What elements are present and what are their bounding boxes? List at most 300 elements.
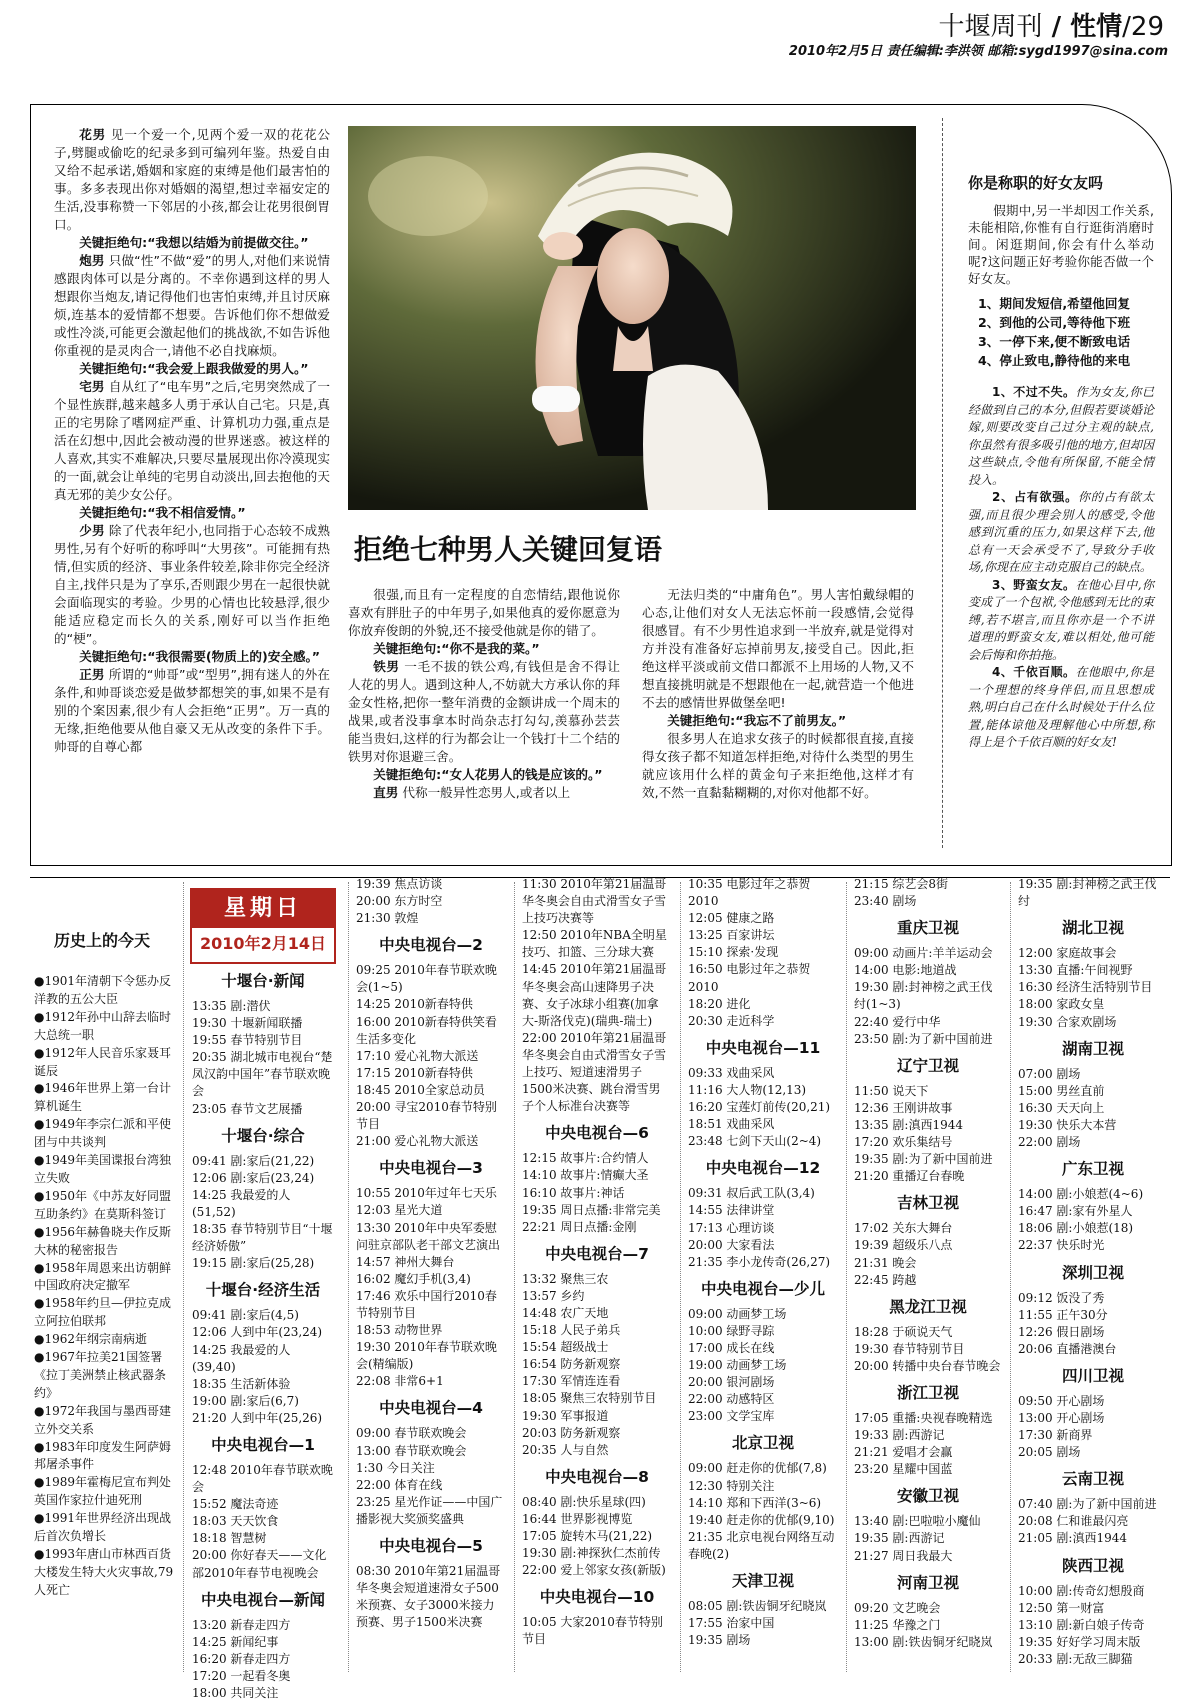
tv-column-3 [522, 876, 672, 1648]
program-entry: 19:30 剧:神探狄仁杰前传 [522, 1546, 661, 1561]
day-box [190, 888, 336, 964]
program-entry: 15:00 男丝直前 [1018, 1083, 1105, 1098]
key-sentence: 关键拒绝句:“我忘不了前男友。” [667, 713, 847, 728]
program-entry: 11:50 说天下 [854, 1083, 929, 1098]
program-entry: 21:21 爱唱才会赢 [854, 1445, 953, 1460]
paragraph-label: 少男 [79, 523, 105, 538]
page-number: /29 [1122, 12, 1164, 42]
program-entry: 10:05 大家2010春节特别节目 [522, 1615, 663, 1647]
program-entry: 22:00 爱上邻家女孩(新版) [522, 1563, 666, 1578]
program-entry: 16:00 2010新春特供笑看生活多变化 [356, 1014, 497, 1046]
program-entry: 20:00 大家看法 [688, 1237, 775, 1252]
program-entry: 19:30 快乐大本营 [1018, 1117, 1117, 1132]
tv-column-4 [688, 876, 838, 1649]
channel-heading: 陕西卫视 [1061, 1556, 1124, 1575]
program-entry: 20:03 防务新观察 [522, 1425, 621, 1440]
header-info: 2010年2月5日 责任编辑:李洪领 邮箱:sygd1997@sina.com [788, 44, 1168, 59]
program-entry: 18:35 春节特别节目“十堰经济娇傲” [192, 1222, 333, 1254]
program-entry: 15:18 人民子弟兵 [522, 1323, 621, 1338]
program-entry: 09:33 戏曲采风 [688, 1065, 775, 1080]
program-entry: 16:50 电影过年之恭贺2010 [688, 962, 811, 994]
program-entry: 16:30 天天向上 [1018, 1100, 1105, 1115]
paragraph [54, 378, 330, 504]
program-entry: 13:00 开心剧场 [1018, 1410, 1105, 1425]
channel-heading: 吉林卫视 [896, 1194, 959, 1213]
program-entry: 12:05 健康之路 [688, 911, 775, 926]
program-entry: 23:50 剧:为了新中国前进 [854, 1031, 993, 1046]
paragraph-text: 代称一般异性恋男人,或者以上 [398, 785, 571, 800]
program-entry: 19:35 好好学习周末版 [1018, 1634, 1141, 1649]
program-entry: 18:35 生活新体验 [192, 1376, 291, 1391]
program-entry: 17:55 治家中国 [688, 1616, 775, 1631]
program-entry: 20:00 寻宝2010春节特别节目 [356, 1100, 497, 1132]
program-entry: 20:06 直播港澳台 [1018, 1341, 1117, 1356]
program-entry: 10:55 2010年过年七天乐 [356, 1186, 497, 1201]
paragraph [54, 666, 330, 756]
program-entry: 17:13 心理访谈 [688, 1220, 775, 1235]
answer-key: 3、野蛮女友。 [992, 577, 1076, 592]
woman-in-hat-photo [348, 126, 916, 510]
quiz-answer [968, 489, 1154, 577]
quiz-answer [968, 664, 1154, 752]
page-header: 十堰周刊 / 性情/29 [938, 12, 1164, 42]
program-entry: 19:00 动画梦工场 [688, 1358, 787, 1373]
quiz-intro: 假期中,另一半却因工作关系,未能相陪,你惟有自行逛街消磨时间。闲逛期间,你会有什么举动呢?这问题正好考验你能否做一个好女友。 [968, 203, 1154, 286]
channel-heading: 中央电视台—8 [545, 1467, 649, 1486]
program-entry: 14:45 2010年第21届温哥华冬奥会高山速降男子决赛、女子冰球小组赛(加拿大-斯洛伐克)(瑞典-瑞士) [522, 962, 667, 1028]
program-entry: 22:00 体育在线 [356, 1477, 443, 1492]
program-entry: 23:05 春节文艺展播 [192, 1101, 303, 1116]
channel-heading: 中央电视台—11 [705, 1038, 821, 1057]
channel-heading: 十堰台·综合 [221, 1126, 305, 1145]
paragraph [348, 784, 620, 802]
program-entry: 20:00 转播中央台春节晚会 [854, 1358, 1001, 1373]
history-item: ●1989年霍梅尼宣布判处英国作家拉什迪死刑 [34, 1475, 172, 1508]
key-sentence: 关键拒绝句:“我很需要(物质上的)安全感。” [79, 649, 321, 664]
quiz-option: 4、停止致电,静待他的来电 [978, 353, 1131, 368]
program-entry: 13:35 剧:潜伏 [192, 999, 271, 1013]
article-column-1 [54, 126, 330, 756]
article-column-2 [348, 586, 620, 802]
program-entry: 16:44 世界影视博览 [522, 1511, 633, 1526]
answer-key: 4、千依百顺。 [992, 665, 1076, 679]
program-entry: 09:12 饭没了秀 [1018, 1290, 1105, 1305]
program-entry: 21:20 重播辽台春晚 [854, 1169, 965, 1184]
program-entry: 21:27 周日我最大 [854, 1548, 953, 1563]
channel-heading: 浙江卫视 [896, 1383, 959, 1402]
program-entry: 13:30 直播:午间视野 [1018, 963, 1133, 978]
program-entry: 17:00 成长在线 [688, 1340, 775, 1355]
program-entry: 12:06 人到中年(23,24) [192, 1325, 323, 1340]
program-entry: 21:35 北京电视台网络互动春晚(2) [688, 1529, 835, 1561]
program-entry: 22:45 跨越 [854, 1272, 917, 1287]
program-entry: 19:15 剧:家后(25,28) [192, 1256, 315, 1271]
program-entry: 17:30 军情连连看 [522, 1374, 621, 1389]
paragraph: 无法归类的“中庸角色”。男人害怕戴绿帽的心态,让他们对女人无法忘怀前一段感情,会觉得很感冒。有不少男性追求到一半放弃,就是觉得对方并没有准备好忘掉前男友,接受自己。因此,拒绝这样平淡或前文借口都派不上用场的人物,又不想直接挑明就是不想跟他在一起,就营造一个他进不去的感情世界做堡垒吧! [642, 587, 914, 710]
paper-name: 十堰周刊 [938, 12, 1043, 42]
program-entry: 12:30 特别关注 [688, 1478, 775, 1493]
program-entry: 17:05 重播:央视春晚精选 [854, 1410, 993, 1425]
program-entry: 18:05 聚焦三农特别节目 [522, 1391, 657, 1406]
program-entry: 20:08 仁和谁最闪亮 [1018, 1514, 1129, 1529]
history-item: ●1967年拉美21国签署《拉丁美洲禁止核武器条约》 [34, 1350, 167, 1400]
history-item: ●1912年孙中山辞去临时大总统一职 [34, 1009, 172, 1042]
channel-heading: 十堰台·新闻 [221, 972, 305, 990]
program-entry: 12:36 王刚讲故事 [854, 1100, 953, 1115]
history-item: ●1949年李宗仁派和平使团与中共谈判 [34, 1117, 172, 1150]
program-entry: 13:57 乡约 [522, 1288, 585, 1303]
program-entry: 09:00 春节联欢晚会 [356, 1426, 467, 1441]
tv-column-6 [1018, 876, 1168, 1668]
program-entry: 14:57 神州大舞台 [356, 1254, 455, 1269]
channel-heading: 中央电视台—2 [379, 936, 483, 955]
program-entry: 09:25 2010年春节联欢晚会(1~5) [356, 963, 497, 995]
paragraph-label: 正男 [79, 667, 105, 682]
program-entry: 19:35 剧场 [688, 1633, 751, 1648]
program-entry: 13:32 聚焦三农 [522, 1271, 609, 1286]
channel-heading: 四川卫视 [1061, 1366, 1124, 1385]
answer-text: 在他眼中,你是一个理想的终身伴侣,而且思想成熟,明白自己在什么时候处于什么位置,能体谅他及理解他心中所想,称得上是个千依百顺的好女友! [968, 665, 1154, 749]
channel-heading: 十堰台·经济生活 [205, 1281, 321, 1300]
program-entry: 22:21 周日点播:金刚 [522, 1219, 637, 1234]
paragraph: 很强,而且有一定程度的自恋情结,跟他说你喜欢有胖肚子的中年男子,如果他真的爱你愿意为你放弃俊朗的外貌,还不接受他就是你的错了。 [348, 587, 620, 638]
program-entry: 09:31 叔后武工队(3,4) [688, 1186, 815, 1201]
history-item: ●1946年世界上第一台计算机诞生 [34, 1081, 172, 1114]
column-divider [514, 882, 515, 1672]
channel-heading: 辽宁卫视 [896, 1056, 959, 1075]
program-entry: 12:00 家庭故事会 [1018, 946, 1117, 961]
program-entry: 21:30 敦煌 [356, 911, 419, 926]
program-entry: 17:10 爱心礼物大派送 [356, 1048, 479, 1063]
program-entry: 13:10 剧:新白娘子传奇 [1018, 1617, 1145, 1632]
program-entry: 16:47 剧:家有外星人 [1018, 1204, 1133, 1219]
program-entry: 17:20 一起看冬奥 [192, 1668, 291, 1683]
program-entry: 08:40 剧:快乐星球(四) [522, 1494, 646, 1509]
program-entry: 14:00 电影:地道战 [854, 963, 957, 978]
program-entry: 19:30 春节特别节目 [854, 1341, 965, 1356]
program-entry: 20:35 湖北城市电视台“楚凤汉韵中国年”春节联欢晚会 [192, 1050, 333, 1099]
channel-heading: 中央电视台—4 [379, 1399, 483, 1418]
paragraph-text: 除了代表年纪小,也同指于心态较不成熟男性,另有个好听的称呼叫“大男孩”。可能拥有热情,但实质的经济、事业条件较差,除非你完全经济自主,找伴只是为了享乐,否则跟少男在一起很快就会面临现实的考验。少男的心情也比较悬浮,很少能适应稳定而长久的关系,刚好可以当作拒绝的“梗”。 [54, 523, 330, 646]
program-entry: 09:00 动画梦工场 [688, 1306, 787, 1321]
program-entry: 19:30 剧:封神榜之武王伐纣(1~3) [854, 980, 993, 1012]
history-item: ●1962年纲宗南病逝 [34, 1332, 148, 1347]
program-entry: 19:39 超级乐八点 [854, 1238, 953, 1253]
tv-column-5 [854, 876, 1002, 1651]
program-entry: 17:05 旋转木马(21,22) [522, 1529, 653, 1543]
program-entry: 23:00 文学宝库 [688, 1409, 775, 1424]
program-entry: 17:20 欢乐集结号 [854, 1135, 953, 1150]
tv-column-1 [192, 963, 334, 1702]
history-item: ●1956年赫鲁晓夫作反斯大林的秘密报告 [34, 1224, 172, 1257]
paragraph [348, 658, 620, 766]
column-divider [680, 882, 681, 1672]
paragraph [54, 522, 330, 648]
program-entry: 19:30 合家欢剧场 [1018, 1014, 1117, 1029]
program-entry: 21:35 李小龙传奇(26,27) [688, 1254, 831, 1269]
program-entry: 20:00 你好春天——文化部2010年春节电视晚会 [192, 1548, 327, 1580]
paragraph [54, 252, 330, 360]
program-entry: 09:00 赶走你的优郁(7,8) [688, 1461, 827, 1476]
program-entry: 20:00 东方时空 [356, 894, 443, 909]
program-entry: 16:02 魔幻手机(3,4) [356, 1271, 471, 1286]
program-entry: 20:30 走近科学 [688, 1013, 775, 1028]
program-entry: 12:50 2010年NBA全明星技巧、扣篮、三分球大赛 [522, 928, 667, 960]
channel-heading: 北京卫视 [731, 1434, 794, 1453]
program-entry: 13:00 春节联欢晚会 [356, 1443, 467, 1458]
program-entry: 16:20 新春走四方 [192, 1651, 291, 1666]
program-entry: 12:50 第一财富 [1018, 1600, 1105, 1615]
program-entry: 22:40 爱行中华 [854, 1014, 941, 1029]
answer-key: 1、不过不失。 [992, 385, 1076, 399]
program-entry: 13:25 百家讲坛 [688, 928, 775, 943]
program-entry: 09:50 开心剧场 [1018, 1393, 1105, 1408]
quiz-answer [968, 384, 1154, 489]
program-entry: 19:55 春节特别节目 [192, 1033, 303, 1048]
program-entry: 23:40 剧场 [854, 894, 917, 909]
program-entry: 09:41 剧:家后(4,5) [192, 1308, 299, 1323]
program-entry: 12:06 剧:家后(23,24) [192, 1170, 315, 1185]
program-entry: 15:52 魔法奇迹 [192, 1497, 279, 1512]
program-entry: 14:10 故事片:情癫大圣 [522, 1168, 649, 1183]
quiz-title: 你是称职的好女友吗 [968, 174, 1104, 192]
channel-heading: 安徽卫视 [896, 1487, 959, 1506]
program-entry: 22:00 剧场 [1018, 1135, 1081, 1150]
channel-heading: 中央电视台—5 [379, 1537, 483, 1555]
program-entry: 19:30 军事报道 [522, 1408, 609, 1423]
article-photo [348, 126, 916, 510]
paragraph-text: 自从红了“电车男”之后,宅男突然成了一个显性族群,越来越多人勇于承认自己宅。只是,真正的宅男除了嗜网症严重、计算机功力强,重点是活在幻想中,因此会被动漫的世界迷惑。被这样的人喜欢,其实不难解决,只要尽量展现出你冷漠现实的一面,就会让单纯的宅男自动淡出,回去抱他的天真无邪的美少女公仔。 [54, 379, 330, 502]
program-entry: 18:28 于硕说天气 [854, 1324, 953, 1339]
history-item: ●1949年美国谍报台湾独立失败 [34, 1153, 172, 1185]
quiz-answer [968, 577, 1154, 665]
program-entry: 10:00 剧:传奇幻想殷商 [1018, 1583, 1145, 1598]
quiz-option: 2、到他的公司,等待他下班 [978, 315, 1131, 330]
program-entry: 18:06 剧:小娘惹(18) [1018, 1221, 1134, 1236]
program-entry: 22:00 2010年第21届温哥华冬奥会自由式滑雪女子雪上技巧、短道速滑男子1500米决赛、跳台滑雪男子个人标准台决赛等 [522, 1030, 667, 1114]
program-entry: 11:55 正午30分 [1018, 1307, 1108, 1322]
channel-heading: 中央电视台—7 [545, 1244, 649, 1263]
paragraph [54, 126, 330, 234]
channel-heading: 中央电视台—1 [211, 1435, 315, 1454]
program-entry: 18:53 动物世界 [356, 1323, 443, 1338]
program-entry: 19:40 赶走你的优郁(9,10) [688, 1512, 835, 1527]
program-entry: 20:33 剧:无敌三脚猫 [1018, 1651, 1133, 1666]
channel-heading: 中央电视台—12 [705, 1159, 821, 1178]
paragraph-label: 花男 [79, 127, 107, 142]
history-item: ●1983年印度发生阿萨姆邦屠杀事件 [34, 1439, 172, 1472]
program-entry: 19:33 剧:西游记 [854, 1428, 945, 1443]
program-entry: 19:00 剧:家后(6,7) [192, 1393, 299, 1408]
program-entry: 08:05 剧:铁齿铜牙纪晓岚 [688, 1599, 827, 1613]
program-entry: 19:30 2010年春节联欢晚会(精编版) [356, 1340, 497, 1372]
quiz-answers [968, 384, 1154, 752]
history-item: ●1912年人民音乐家聂耳诞辰 [34, 1045, 172, 1078]
program-entry: 20:35 人与自然 [522, 1442, 609, 1457]
day-label: 星期日 [192, 890, 334, 928]
channel-heading: 中央电视台—3 [379, 1159, 483, 1178]
program-entry: 17:15 2010新春特供 [356, 1065, 473, 1080]
program-entry: 19:35 剧:西游记 [854, 1531, 945, 1546]
history-item: ●1950年《中苏友好同盟互助条约》在莫斯科签订 [34, 1188, 172, 1221]
program-entry: 14:00 剧:小娘惹(4~6) [1018, 1187, 1144, 1202]
program-entry: 14:48 农广天地 [522, 1305, 609, 1320]
program-entry: 19:35 剧:封神榜之武王伐纣 [1018, 877, 1157, 909]
key-sentence: 关键拒绝句:“我会爱上跟我做爱的男人。” [79, 361, 309, 376]
program-entry: 17:46 欢乐中国行2010春节特别节目 [356, 1288, 497, 1320]
channel-heading: 中央电视台—新闻 [200, 1590, 325, 1609]
key-sentence: 关键拒绝句:“女人花男人的钱是应该的。” [373, 767, 603, 782]
channel-heading: 河南卫视 [896, 1573, 959, 1592]
program-entry: 12:15 故事片:合约情人 [522, 1151, 649, 1166]
history-list [34, 973, 180, 1600]
paragraph-text: 只做“性”不做“爱”的男人,对他们来说情感跟肉体可以是分离的。不幸你遇到这样的男人想跟你当炮友,请记得他们也害怕束缚,并且讨厌麻烦,连基本的爱情都不想要。告诉他们你不想做爱或性冷淡,可能更会激起他们的挑战欲,不如告诉他你重视的是灵肉合一,请他不必自找麻烦。 [54, 253, 331, 358]
paragraph: 很多男人在追求女孩子的时候都很直接,直接得女孩子都不知道怎样拒绝,对待什么类型的男生就应该用什么样的黄金句子来拒绝他,这样才有效,不然一直黏黏糊糊的,对你对他都不好。 [642, 731, 914, 800]
program-entry: 12:48 2010年春节联欢晚会 [192, 1462, 333, 1495]
column-divider [348, 882, 349, 1672]
channel-heading: 黑龙江卫视 [889, 1297, 967, 1316]
program-entry: 10:35 电影过年之恭贺2010 [688, 877, 811, 909]
answer-text: 在他心目中,你变成了一个包袱,令他感到无比的束缚,若不堪言,而且你亦是一个不讲道理的野蛮女友,难以相处,他可能会后悔和你拍拖。 [968, 577, 1154, 662]
program-entry: 14:25 新闻纪事 [192, 1634, 279, 1649]
program-entry: 11:16 大人物(12,13) [688, 1082, 807, 1097]
program-entry: 22:00 动感特区 [688, 1392, 775, 1407]
channel-heading: 云南卫视 [1061, 1470, 1124, 1489]
quiz-option: 1、期间发短信,希望他回复 [978, 296, 1131, 311]
program-entry: 15:54 超级战士 [522, 1340, 609, 1355]
sidebar-divider [942, 118, 943, 848]
program-entry: 09:20 文艺晚会 [854, 1600, 941, 1615]
history-item: ●1901年清朝下令惩办反洋教的五公大臣 [34, 974, 172, 1006]
history-item: ●1993年唐山市林西百货大楼发生特大火灾事故,79人死亡 [34, 1547, 174, 1597]
program-entry: 14:25 我最爱的人(51,52) [192, 1187, 291, 1219]
paragraph-text: 所谓的“帅哥”或“型男”,拥有迷人的外在条件,和帅哥谈恋爱是做梦都想笑的事,如果不是有别的个案因素,很少有人会拒绝“正男”。万一真的无缘,拒绝他要从他自豪又无从改变的条件下手。帅哥的自尊心都 [54, 667, 330, 754]
history-item: ●1972年我国与墨西哥建立外交关系 [34, 1403, 172, 1436]
answer-text: 你的占有欲太强,而且很少理会别人的感受,令他感到沉重的压力,如果这样下去,他总有一天会承受不了,导致分手收场,你现在应主动克服自己的缺点。 [968, 490, 1154, 574]
column-divider [1010, 882, 1011, 1672]
program-entry: 14:25 我最爱的人(39,40) [192, 1342, 291, 1374]
program-entry: 16:30 经济生活特别节目 [1018, 980, 1153, 995]
program-entry: 23:48 七剑下天山(2~4) [688, 1134, 822, 1149]
program-entry: 15:10 探索·发现 [688, 945, 779, 960]
article-column-3 [642, 586, 914, 802]
paragraph-label: 宅男 [79, 379, 105, 394]
column-divider [846, 882, 847, 1672]
program-entry: 21:15 综艺会8街 [854, 877, 949, 891]
article-headline: 拒绝七种男人关键回复语 [354, 533, 663, 566]
program-entry: 21:31 晚会 [854, 1255, 917, 1270]
program-entry: 17:30 新商界 [1018, 1428, 1093, 1443]
program-entry: 09:41 剧:家后(21,22) [192, 1153, 315, 1168]
paragraph-label: 铁男 [373, 659, 400, 674]
program-entry: 12:03 星光大道 [356, 1203, 443, 1218]
program-entry: 21:05 剧:滇西1944 [1018, 1531, 1127, 1546]
program-entry: 13:40 剧:巴啦啦小魔仙 [854, 1514, 981, 1529]
key-sentence: 关键拒绝句:“你不是我的菜。” [373, 641, 540, 656]
answer-key: 2、占有欲强。 [992, 490, 1078, 504]
answer-text: 作为女友,你已经做到自己的本分,但假若要谈婚论嫁,则要改变自己过分主观的缺点,你虽然有很多吸引他的地方,但却因这些缺点,令他有所保留,不能全情投入。 [968, 385, 1154, 487]
program-entry: 19:35 剧:为了新中国前进 [854, 1152, 993, 1167]
program-entry: 16:20 宝莲灯前传(20,21) [688, 1100, 831, 1115]
quiz-option: 3、一停下来,便不断致电话 [978, 334, 1131, 349]
tv-column-2 [356, 876, 506, 1631]
program-entry: 23:20 星耀中国蓝 [854, 1462, 953, 1477]
program-entry: 13:00 剧:铁齿铜牙纪晓岚 [854, 1634, 993, 1649]
program-entry: 11:30 2010年第21届温哥华冬奥会自由式滑雪女子雪上技巧决赛等 [522, 877, 667, 926]
program-entry: 07:00 剧场 [1018, 1066, 1081, 1081]
paragraph-text: 见一个爱一个,见两个爱一双的花花公子,劈腿或偷吃的纪录多到可编列年鉴。热爱自由又给不起承诺,婚姻和家庭的束缚是他们最害怕的事。多多表现出你对婚姻的渴望,想过幸福安定的生活,没事称赞一下邻居的小孩,都会让花男很倒胃口。 [54, 127, 330, 232]
program-entry: 18:45 2010全家总动员 [356, 1082, 485, 1097]
program-entry: 18:18 智慧树 [192, 1531, 267, 1546]
program-entry: 19:39 焦点访谈 [356, 877, 443, 891]
program-entry: 18:20 进化 [688, 996, 751, 1011]
program-entry: 07:40 剧:为了新中国前进 [1018, 1497, 1157, 1512]
history-item: ●1958年约旦—伊拉克成立阿拉伯联邦 [34, 1296, 172, 1329]
program-entry: 09:00 动画片:羊羊运动会 [854, 946, 993, 961]
key-sentence: 关键拒绝句:“我想以结婚为前提做交往。” [79, 235, 309, 250]
program-entry: 1:30 今日关注 [356, 1460, 435, 1475]
program-entry: 16:54 防务新观察 [522, 1357, 621, 1372]
program-entry: 18:00 共同关注 [192, 1686, 279, 1700]
paragraph-label: 炮男 [79, 253, 105, 268]
program-entry: 11:25 华豫之门 [854, 1617, 941, 1632]
program-entry: 21:20 人到中年(25,26) [192, 1410, 323, 1425]
channel-heading: 湖南卫视 [1061, 1039, 1124, 1058]
program-entry: 10:00 绿野寻踪 [688, 1323, 775, 1338]
program-entry: 14:10 郑和下西洋(3~6) [688, 1495, 822, 1510]
program-entry: 13:30 2010年中央军委慰问驻京部队老干部文艺演出 [356, 1220, 501, 1252]
program-entry: 13:35 剧:滇西1944 [854, 1117, 963, 1132]
quiz-options [978, 294, 1130, 370]
program-entry: 23:25 星光作证——中国广播影视大奖颁奖盛典 [356, 1494, 503, 1526]
channel-heading: 中央电视台—少儿 [700, 1279, 825, 1298]
program-entry: 08:30 2010年第21届温哥华冬奥会短道速滑女子500米预赛、女子3000米接力预赛、男子1500米决赛 [356, 1564, 501, 1630]
channel-heading: 天津卫视 [731, 1572, 794, 1590]
history-title: 历史上的今天 [54, 931, 151, 950]
program-entry: 20:00 银河剧场 [688, 1375, 775, 1390]
program-entry: 19:35 周日点播:非常完美 [522, 1202, 661, 1217]
channel-heading: 广东卫视 [1061, 1160, 1124, 1179]
channel-heading: 深圳卫视 [1061, 1263, 1124, 1282]
channel-heading: 重庆卫视 [896, 919, 959, 938]
program-entry: 13:20 新春走四方 [192, 1617, 291, 1632]
paragraph-text: 一毛不拔的铁公鸡,有钱但是舍不得让人花的男人。遇到这种人,不妨就大方承认你的拜金女性格,把你一整年消费的金额讲成一个周末的战果,或者没事拿本时尚杂志打勾勾,羡慕孙芸芸能当贵妇,这样的行为都会让一个钱打十二个结的铁男对你退避三舍。 [348, 659, 620, 764]
program-entry: 19:30 十堰新闻联播 [192, 1016, 303, 1031]
program-entry: 18:00 家政女皇 [1018, 997, 1105, 1012]
program-entry: 22:08 非常6+1 [356, 1374, 444, 1389]
program-entry: 16:10 故事片:神话 [522, 1185, 625, 1200]
history-item: ●1958年周恩来出访朝鲜中国政府决定撤军 [34, 1260, 172, 1293]
history-item: ●1991年世界经济出现战后首次负增长 [34, 1511, 172, 1544]
channel-heading: 中央电视台—10 [539, 1588, 655, 1607]
program-entry: 21:00 爱心礼物大派送 [356, 1134, 479, 1149]
section-name: 性情 [1070, 12, 1123, 42]
program-entry: 22:37 快乐时光 [1018, 1238, 1105, 1253]
channel-heading: 中央电视台—6 [545, 1124, 649, 1143]
key-sentence: 关键拒绝句:“我不相信爱情。” [79, 505, 246, 520]
program-entry: 12:26 假日剧场 [1018, 1324, 1105, 1339]
paragraph-label: 直男 [373, 785, 399, 800]
program-entry: 14:25 2010新春特供 [356, 997, 473, 1012]
program-entry: 18:51 戏曲采风 [688, 1117, 775, 1132]
column-divider [183, 882, 184, 1672]
program-entry: 20:05 剧场 [1018, 1445, 1081, 1460]
program-entry: 18:03 天天饮食 [192, 1514, 279, 1529]
date-label: 2010年2月14日 [200, 934, 326, 953]
channel-heading: 湖北卫视 [1061, 919, 1124, 938]
program-entry: 17:02 关东大舞台 [854, 1221, 953, 1236]
program-entry: 14:55 法律讲堂 [688, 1203, 775, 1218]
